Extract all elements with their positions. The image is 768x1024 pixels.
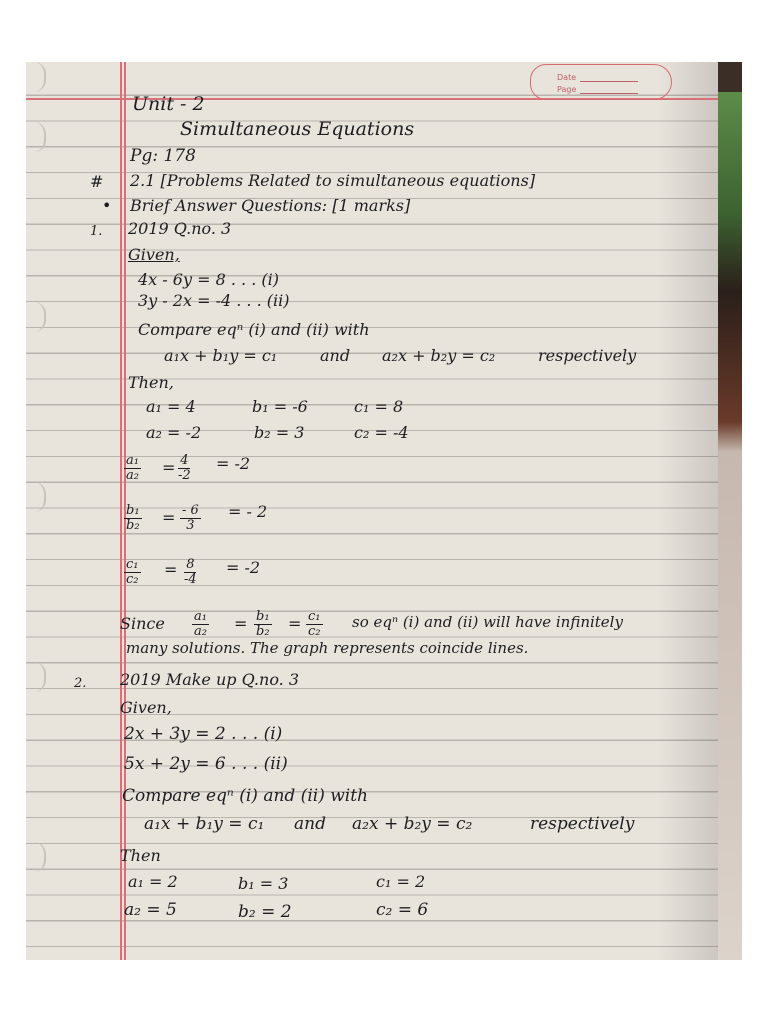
q2-then: Then (120, 846, 161, 865)
q1-then: Then, (128, 373, 174, 392)
q2-number: 2. (74, 676, 87, 691)
ratio-denominator: 3 (186, 518, 195, 533)
q1-since-frac-b (254, 610, 272, 639)
q1-since-eq-1: = (234, 614, 248, 633)
q2-b2: b₂ = 2 (238, 902, 292, 922)
date-label: Date (557, 73, 577, 82)
q1-and: and (320, 346, 351, 365)
q1-ratio-b-left (124, 504, 142, 533)
q1-a2: a₂ = -2 (146, 423, 202, 442)
q2-c1: c₁ = 2 (376, 872, 426, 891)
q1-compare-text: Compare eqⁿ (i) and (ii) with (138, 320, 370, 339)
ratio-denominator: a₂ (194, 624, 207, 639)
q1-ratio-c-left (124, 558, 141, 587)
ratio-denominator: b₂ (256, 624, 270, 639)
binder-hole (28, 662, 46, 692)
q1-a1: a₁ = 4 (146, 397, 196, 416)
q2-equation-2: 5x + 2y = 6 . . . (ii) (124, 754, 288, 774)
page-shadow (658, 62, 718, 960)
q1-equation-2: 3y - 2x = -4 . . . (ii) (138, 291, 290, 310)
ratio-numerator: a₁ (194, 609, 207, 624)
q2-given: Given, (120, 698, 172, 717)
date-page-box (530, 64, 672, 100)
page-ref: Pg: 178 (130, 146, 196, 166)
ratio-numerator: b₁ (126, 503, 140, 518)
ratio-numerator: c₁ (126, 557, 139, 572)
q1-since: Since (120, 614, 165, 633)
q1-since-eq-2: = (288, 614, 302, 633)
q2-equation-1: 2x + 3y = 2 . . . (i) (124, 724, 283, 744)
q2-heading: 2019 Make up Q.no. 3 (120, 670, 300, 689)
q1-general-form-2: a₂x + b₂y = c₂ (382, 346, 496, 365)
q1-c1: c₁ = 8 (354, 397, 404, 416)
q1-since-frac-c (306, 610, 323, 639)
binder-hole (28, 62, 46, 92)
section-hash: # (90, 172, 104, 191)
section-heading: 2.1 [Problems Related to simultaneous equations] (130, 171, 536, 190)
ratio-denominator: -4 (184, 572, 197, 587)
q2-general-form-1: a₁x + b₁y = c₁ (144, 814, 265, 834)
notebook-page (26, 62, 718, 960)
q2-a1: a₁ = 2 (128, 872, 178, 891)
ratio-denominator: a₂ (126, 468, 139, 483)
q2-general-form-2: a₂x + b₂y = c₂ (352, 814, 473, 834)
q1-ratio-a-left (124, 454, 141, 483)
q1-since-frac-a (192, 610, 209, 639)
left-margin-line (120, 62, 122, 960)
ratio-numerator: 8 (186, 557, 195, 572)
unit-title: Unit - 2 (132, 93, 205, 115)
topic-title: Simultaneous Equations (180, 118, 415, 140)
q1-ratio-c-eq: = (164, 560, 178, 579)
q1-ratio-c-result: = -2 (226, 558, 261, 577)
notebook-photo (26, 62, 742, 960)
subsection-heading: Brief Answer Questions: [1 marks] (130, 196, 411, 215)
q1-b1: b₁ = -6 (252, 397, 308, 416)
q1-number: 1. (90, 224, 103, 239)
ratio-numerator: c₁ (308, 609, 321, 624)
q1-ratio-b-right (180, 504, 201, 533)
q1-c2: c₂ = -4 (354, 423, 409, 442)
q1-b2: b₂ = 3 (254, 423, 305, 442)
background-book (718, 92, 742, 960)
binder-hole (28, 482, 46, 512)
q1-respectively: respectively (538, 346, 637, 365)
q1-conclusion-line-2: many solutions. The graph represents coincide lines. (126, 639, 529, 657)
q1-general-form-1: a₁x + b₁y = c₁ (164, 346, 278, 365)
q1-ratio-b-eq: = (162, 508, 176, 527)
ratio-denominator: -2 (178, 468, 191, 483)
q1-equation-1: 4x - 6y = 8 . . . (i) (138, 270, 279, 289)
q1-heading: 2019 Q.no. 3 (128, 219, 232, 238)
q2-respectively: respectively (530, 814, 635, 834)
q2-b1: b₁ = 3 (238, 874, 289, 893)
binder-hole (28, 302, 46, 332)
ratio-numerator: b₁ (256, 609, 270, 624)
binder-hole (28, 842, 46, 872)
q1-conclusion-line-1: so eqⁿ (i) and (ii) will have infinitely (352, 613, 623, 631)
ratio-denominator: b₂ (126, 518, 140, 533)
binder-hole (28, 122, 46, 152)
q1-ratio-c-right (184, 558, 197, 587)
q2-and: and (294, 814, 326, 834)
subsection-bullet: • (102, 196, 112, 215)
ratio-numerator: a₁ (126, 453, 139, 468)
ratio-denominator: c₂ (126, 572, 139, 587)
q2-a2: a₂ = 5 (124, 900, 177, 920)
ratio-numerator: 4 (180, 453, 189, 468)
q2-c2: c₂ = 6 (376, 900, 429, 920)
q1-ratio-a-eq: = (162, 458, 176, 477)
page-label: Page (557, 85, 577, 94)
q1-ratio-a-right (178, 454, 191, 483)
q1-given: Given, (128, 245, 180, 264)
q1-ratio-a-result: = -2 (216, 454, 251, 473)
q1-ratio-b-result: = - 2 (228, 502, 268, 521)
ratio-numerator: - 6 (182, 503, 199, 518)
ratio-denominator: c₂ (308, 624, 321, 639)
q2-compare-text: Compare eqⁿ (i) and (ii) with (122, 786, 368, 806)
